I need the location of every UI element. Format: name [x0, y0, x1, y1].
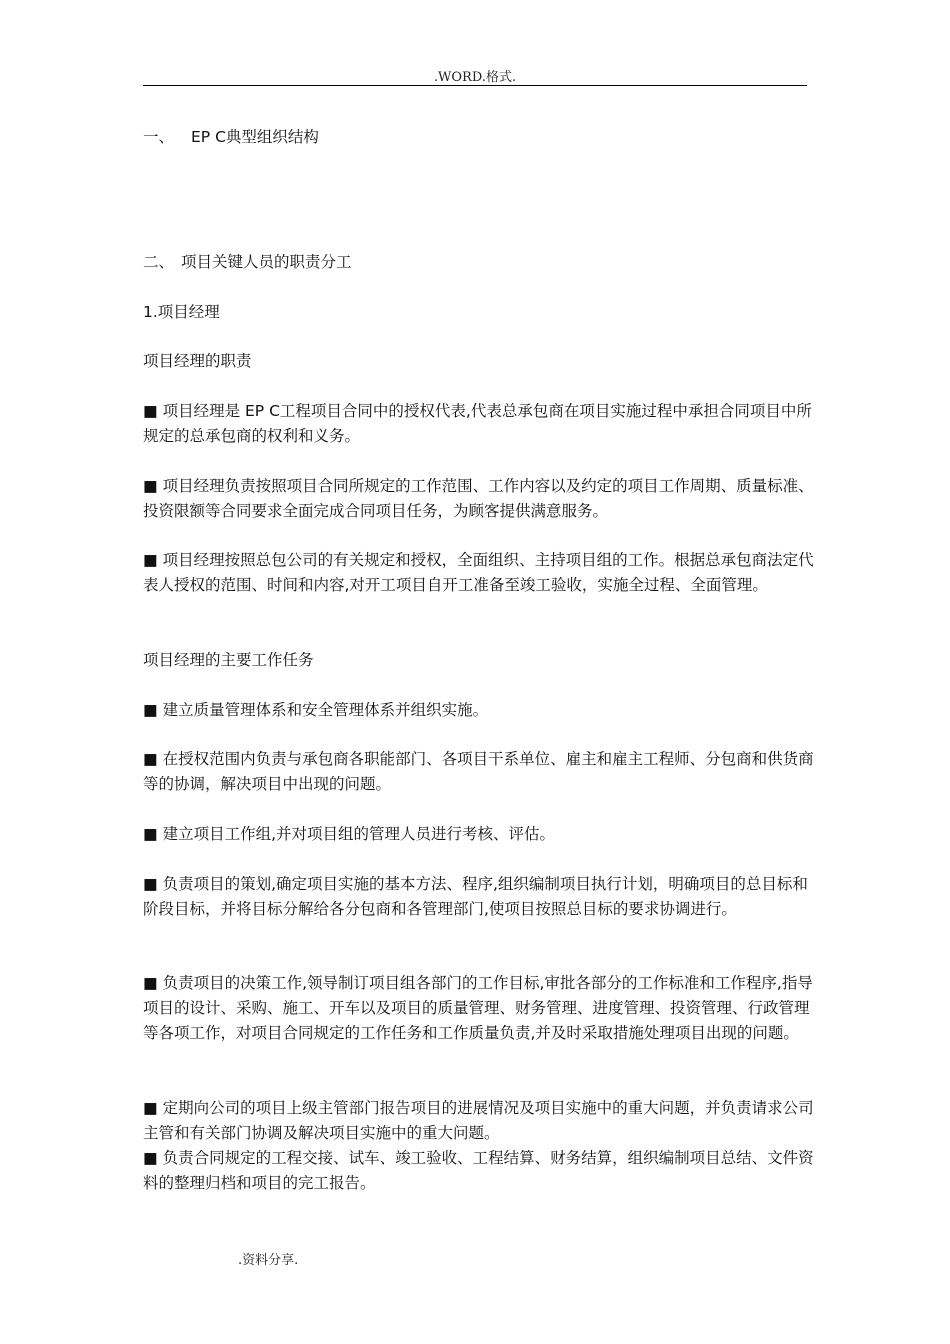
duty-item: ■ 项目经理是 EP C工程项目合同中的授权代表,代表总承包商在项目实施过程中承担合同项目中所规定的总承包商的权利和义务。: [143, 402, 812, 445]
section-heading-1: [143, 125, 815, 150]
task-item: ■ 建立质量管理体系和安全管理体系并组织实施。: [143, 701, 489, 719]
task-item: ■ 在授权范围内负责与承包商各职能部门、各项目干系单位、雇主和雇主工程师、分包商和供货商等的协调，解决项目中出现的问题。: [143, 750, 814, 793]
duty-item: ■ 项目经理负责按照项目合同所规定的工作范围、工作内容以及约定的项目工作周期、质量标准、投资限额等合同要求全面完成合同项目任务，为顾客提供满意服务。: [143, 477, 814, 520]
page-header: .WORD.格式.: [433, 70, 517, 85]
task-item: ■ 负责合同规定的工程交接、试车、竣工验收、工程结算、财务结算，组织编制项目总结、文件资料的整理归档和项目的完工报告。: [143, 1149, 814, 1192]
section-title: 项目关键人员的职责分工: [181, 253, 352, 271]
header-divider: [143, 85, 807, 86]
section-title: EP C典型组织结构: [191, 128, 319, 146]
task-item: ■ 建立项目工作组,并对项目组的管理人员进行考核、评估。: [143, 825, 556, 843]
task-item: ■ 负责项目的决策工作,领导制订项目组各部门的工作目标,审批各部分的工作标准和工作程序,指导项目的设计、采购、施工、开车以及项目的质量管理、财务管理、进度管理、投资管理、行政管理等各项工作，对项目合同规定的工作任务和工作质量负责,并及时采取措施处理项目出现的问题。: [143, 974, 813, 1042]
duty-item: ■ 项目经理按照总包公司的有关规定和授权，全面组织、主持项目组的工作。根据总承包商法定代表人授权的范围、时间和内容,对开工项目自开工准备至竣工验收，实施全过程、全面管理。: [143, 551, 814, 594]
task-item: ■ 定期向公司的项目上级主管部门报告项目的进展情况及项目实施中的重大问题，并负责请求公司主管和有关部门协调及解决项目实施中的重大问题。: [143, 1099, 814, 1142]
subsection-heading: 1.项目经理: [143, 303, 220, 321]
task-item: ■ 负责项目的策划,确定项目实施的基本方法、程序,组织编制项目执行计划，明确项目的总目标和阶段目标，并将目标分解给各分包商和各管理部门,使项目按照总目标的要求协调进行。: [143, 875, 808, 918]
section-heading-2: [143, 250, 815, 275]
duties-heading: 项目经理的职责: [143, 352, 252, 370]
section-number: 一、: [143, 128, 175, 146]
section-number: 二、: [143, 253, 175, 271]
page-footer: .资料分享.: [238, 1253, 299, 1268]
tasks-heading: 项目经理的主要工作任务: [143, 651, 314, 669]
